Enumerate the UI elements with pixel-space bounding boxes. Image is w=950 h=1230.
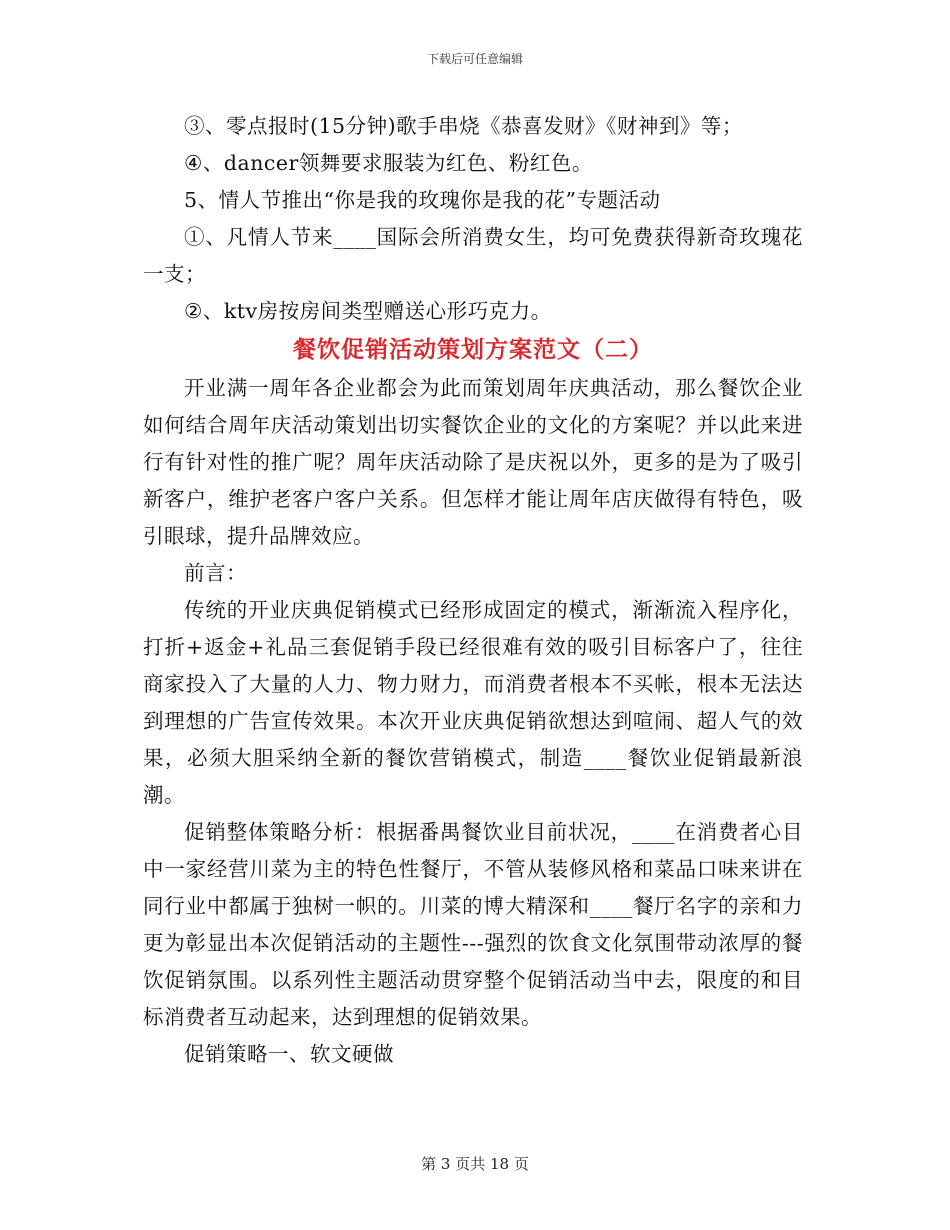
body-paragraph: 促销策略一、软文硬做 bbox=[184, 1042, 394, 1066]
document-body bbox=[143, 108, 803, 1073]
list-item: 5、情人节推出“你是我的玫瑰你是我的花”专题活动 bbox=[184, 188, 661, 212]
page-footer: 第 3 页共 18 页 bbox=[421, 1155, 529, 1173]
body-paragraph: 促销整体策略分析：根据番禺餐饮业目前状况，____在消费者心目中一家经营川菜为主的特色性餐厅，不管从装修风格和菜品口味来讲在同行业中都属于独树一帜的。川菜的博大精深和____餐厅名字的亲和力更为彰显出本次促销活动的主题性---强烈的饮食文化氛围带动浓厚的餐饮促销氛围。以系列性主题活动贯穿整个促销活动当中去，限度的和目标消费者互动起来，达到理想的促销效果。 bbox=[143, 820, 803, 1029]
list-item: ①、凡情人节来____国际会所消费女生，均可免费获得新奇玫瑰花一支； bbox=[143, 225, 803, 286]
list-item: ④、dancer领舞要求服装为红色、粉红色。 bbox=[184, 151, 593, 175]
body-paragraph: 开业满一周年各企业都会为此而策划周年庆典活动，那么餐饮企业如何结合周年庆活动策划出切实餐饮企业的文化的方案呢？并以此来进行有针对性的推广呢？周年庆活动除了是庆祝以外，更多的是为了吸引新客户，维护老客户客户关系。但怎样才能让周年店庆做得有特色，吸引眼球，提升品牌效应。 bbox=[143, 376, 803, 548]
body-paragraph: 传统的开业庆典促销模式已经形成固定的模式，渐渐流入程序化，打折+返金+礼品三套促销手段已经很难有效的吸引目标客户了，往往商家投入了大量的人力、物力财力，而消费者根本不买帐，根本无法达到理想的广告宣传效果。本次开业庆典促销欲想达到喧闹、超人气的效果，必须大胆采纳全新的餐饮营销模式，制造____餐饮业促销最新浪潮。 bbox=[143, 598, 803, 807]
list-item: ②、ktv房按房间类型赠送心形巧克力。 bbox=[184, 299, 552, 323]
list-item: ③、零点报时(15分钟)歌手串烧《恭喜发财》《财神到》等； bbox=[184, 114, 743, 138]
section-title: 餐饮促销活动策划方案范文（二） bbox=[293, 336, 653, 363]
page-header: 下载后可任意编辑 bbox=[426, 52, 523, 66]
body-paragraph: 前言： bbox=[184, 561, 247, 585]
